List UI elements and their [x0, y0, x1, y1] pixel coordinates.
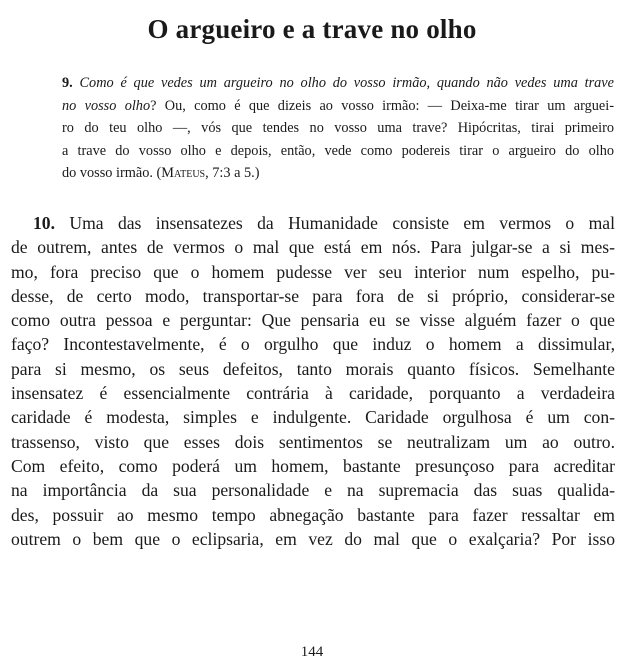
paragraph-line: para si mesmo, os seus defeitos, tanto morais quanto físicos. Semelhante: [11, 358, 615, 379]
paragraph-line: mo, fora preciso que o homem pudesse ver seu interior num espelho, pu-: [11, 261, 615, 282]
paragraph-line: 10. Uma das insensatezes da Humanidade consiste em vermos o mal: [33, 213, 615, 233]
paragraph-line: insensatez é essencialmente contrária à caridade, porquanto a verdadeira: [11, 383, 615, 404]
paragraph-number: 10.: [33, 213, 55, 233]
paragraph-line: desse, de certo modo, transportar-se para fora de si próprio, considerar-se: [11, 285, 615, 306]
page-title: O argueiro e a trave no olho: [147, 14, 477, 44]
paragraph-line: faço? Incontestavelmente, é o orgulho que induz o homem a dissimular,: [11, 334, 615, 355]
quote-text-5: do vosso irmão. (: [62, 165, 162, 182]
quote-reference-name: Mateus: [161, 165, 206, 182]
quote-italic-1: Como é que vedes um argueiro no olho do vosso irmão, quando não vedes uma trave: [79, 75, 614, 91]
quote-line-5: [62, 162, 614, 185]
quote-line-2: [62, 95, 614, 118]
paragraph-10: [11, 211, 615, 551]
quote-italic-2: no vosso olho: [62, 97, 151, 114]
quote-line-4: a trave do vosso olho e depois, então, vede como podereis tirar o argueiro do olho: [62, 142, 614, 159]
paragraph-line: caridade é modesta, simples e indulgente. Caridade orgulhosa é um con-: [11, 407, 615, 428]
quote-number: 9.: [62, 75, 73, 91]
quote-text-2: ? Ou, como é que dizeis ao vosso irmão: — Deixa-me tirar um arguei-: [150, 97, 614, 114]
paragraph-line: na importância da sua personalidade e na supremacia das suas qualida-: [11, 480, 615, 501]
quote-line-1: [62, 72, 614, 95]
quote-line-3: ro do teu olho —, vós que tendes no vosso uma trave? Hipócritas, tirai primeiro: [62, 120, 614, 137]
paragraph-line: outrem o bem que o eclipsaria, em vez do mal que o exalçaria? Por isso: [11, 528, 615, 549]
paragraph-line: como outra pessoa e perguntar: Que pensaria eu se visse alguém fazer o que: [11, 310, 615, 331]
scripture-quote: [62, 72, 614, 185]
quote-reference-verse: , 7:3 a 5.): [205, 165, 260, 182]
page-number: 144: [300, 644, 324, 660]
paragraph-line: de outrem, antes de vermos o mal que está em nós. Para julgar-se a si mes-: [11, 237, 615, 258]
paragraph-line: Com efeito, como poderá um homem, bastante presunçoso para acreditar: [11, 455, 615, 476]
paragraph-line: trassenso, visto que esses dois sentimentos se neutralizam um ao outro.: [11, 431, 615, 452]
paragraph-line: des, possuir ao mesmo tempo abnegação bastante para fazer ressaltar em: [11, 504, 615, 525]
